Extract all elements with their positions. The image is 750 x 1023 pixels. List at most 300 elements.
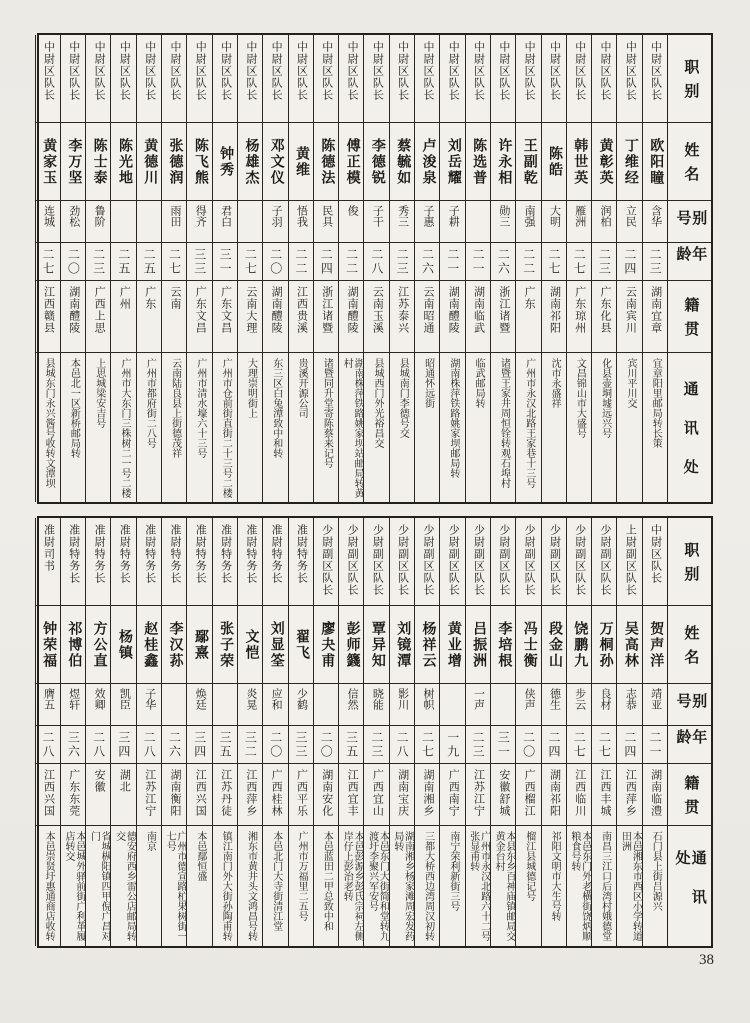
person-column [161, 518, 186, 946]
person-alias [314, 684, 338, 726]
person-alias: 少鹤 [289, 684, 313, 726]
person-rank: 中尉区队长 [187, 35, 211, 123]
person-column [60, 518, 85, 946]
header-column [667, 35, 711, 502]
person-name: 李德锐 [364, 123, 388, 201]
person-origin: 江西宜丰 [339, 764, 363, 826]
header-name-label: 姓名 [682, 625, 699, 673]
person-column [110, 35, 135, 502]
person-rank: 少尉副区队长 [466, 518, 490, 606]
person-origin: 湖南衡阳 [162, 764, 186, 826]
person-alias: 德生 [542, 684, 566, 726]
person-rank: 中尉区队长 [238, 35, 262, 123]
person-origin: 湖北 [111, 764, 135, 826]
person-address: 祁阳文明市大生号转 [549, 831, 561, 921]
person-rank: 中尉区队长 [111, 35, 135, 123]
person-age: 二七 [238, 243, 262, 281]
person-column [439, 518, 464, 946]
person-address: 广州市清水壕六十三号 [194, 358, 206, 458]
person-name: 贺声洋 [643, 606, 667, 684]
person-name: 万桐孙 [592, 606, 616, 684]
header-alias-label: 别号 [674, 693, 707, 717]
person-column [313, 518, 338, 946]
person-origin: 广东东莞 [61, 764, 85, 826]
person-rank: 少尉副区队长 [491, 518, 515, 606]
person-address: 湖南湘乡杨家滩周宏发药局转 [391, 831, 414, 941]
person-column [262, 518, 287, 946]
person-origin: 广东 [516, 281, 540, 353]
person-address: 上思城梁安吉号 [93, 358, 105, 428]
person-column [642, 518, 667, 946]
person-name: 杨镇 [111, 606, 135, 684]
person-name: 韩世英 [567, 123, 591, 201]
person-origin: 湖南临澧 [643, 764, 667, 826]
person-rank: 少尉副区队长 [542, 518, 566, 606]
person-rank: 少尉副区队长 [516, 518, 540, 606]
header-name [668, 606, 711, 684]
person-address: 镇江南门外大街孙陶甫转 [220, 831, 232, 941]
person-age: 二三 [592, 243, 616, 281]
person-column [363, 518, 388, 946]
person-name: 陈光地 [111, 123, 135, 201]
person-name: 刘镜潭 [390, 606, 414, 684]
person-address: 贵溪开源公司 [296, 358, 308, 418]
person-address: 本邑城外驿前街广利革履店转交 [63, 831, 85, 941]
person-column [35, 35, 60, 502]
person-address: 本县东乡百神庙镇邮局交黄金台村 [493, 831, 515, 941]
person-column [642, 35, 667, 502]
person-name: 饶鹏九 [567, 606, 591, 684]
person-age: 二二 [289, 243, 313, 281]
person-alias [162, 684, 186, 726]
person-address: 县城西门外光裕昌交 [371, 358, 383, 448]
person-name: 段金山 [542, 606, 566, 684]
person-name: 文恺 [238, 606, 262, 684]
person-alias [440, 684, 464, 726]
person-alias: 侠声 [516, 684, 540, 726]
person-age: 二一 [643, 726, 667, 764]
person-alias: 大明 [542, 201, 566, 243]
person-name: 杨雄杰 [238, 123, 262, 201]
header-rank [668, 518, 711, 606]
person-age: 二八 [364, 243, 388, 281]
person-rank: 中尉区队长 [466, 35, 490, 123]
person-origin: 江苏丹徒 [213, 764, 237, 826]
person-name: 李培根 [491, 606, 515, 684]
person-origin: 广州 [111, 281, 135, 353]
person-age: 二二 [339, 243, 363, 281]
person-address: 宾川平川交 [624, 358, 636, 408]
person-rank: 中尉区队长 [491, 35, 515, 123]
person-alias: 子华 [137, 684, 161, 726]
person-alias: 影川 [390, 684, 414, 726]
page-number: 38 [699, 952, 714, 968]
person-alias: 炎晃 [238, 684, 262, 726]
person-origin: 江苏江宁 [466, 764, 490, 826]
person-name: 张子荣 [213, 606, 237, 684]
person-address: 湖南株萍铁路姚家坝邮局转 [447, 358, 459, 478]
person-age: 二〇 [314, 726, 338, 764]
person-origin: 江西兴国 [36, 764, 60, 826]
person-name: 王副乾 [516, 123, 540, 201]
person-origin: 浙江诸暨 [491, 281, 515, 353]
person-address: 三都大桥西边湾周汉初转 [422, 831, 434, 941]
person-name: 赵桂鑫 [137, 606, 161, 684]
person-name: 张德润 [162, 123, 186, 201]
person-column [541, 35, 566, 502]
person-alias: 鲁阶 [86, 201, 110, 243]
person-alias: 一声 [466, 684, 490, 726]
header-age-label: 年龄 [674, 246, 707, 264]
person-address: 本邑湘东市西区小学转道田洲 [619, 831, 642, 941]
person-rank: 准尉特务长 [213, 518, 237, 606]
person-alias: 膺五 [36, 684, 60, 726]
person-name: 钟秀 [213, 123, 237, 201]
person-column [85, 518, 110, 946]
person-column [389, 518, 414, 946]
person-alias: 良材 [592, 684, 616, 726]
person-origin: 湖南醴陵 [440, 281, 464, 353]
person-alias: 雨田 [162, 201, 186, 243]
person-alias: 树帜 [415, 684, 439, 726]
person-age: 二三 [364, 726, 388, 764]
person-column [212, 518, 237, 946]
person-age: 二一 [440, 243, 464, 281]
person-alias: 信然 [339, 684, 363, 726]
person-origin: 安徽 [86, 764, 110, 826]
person-origin: 广东化县 [592, 281, 616, 353]
person-column [237, 35, 262, 502]
person-name: 方公直 [86, 606, 110, 684]
person-address: 本邑北门大寺街清江堂 [270, 831, 282, 931]
person-alias: 秀三 [390, 201, 414, 243]
person-address: 临武邮局转 [473, 358, 485, 408]
header-alias [668, 684, 711, 726]
person-alias: 民具 [314, 201, 338, 243]
header-name [668, 123, 711, 201]
person-rank: 准尉特务长 [289, 518, 313, 606]
person-origin: 湖南安化 [314, 764, 338, 826]
person-column [313, 35, 338, 502]
person-alias: 含华 [643, 201, 667, 243]
person-address: 县城东门永兴酱号收转文潭坝 [43, 358, 55, 488]
person-name: 黄业增 [440, 606, 464, 684]
person-name: 祁博伯 [61, 606, 85, 684]
person-rank: 中尉区队长 [643, 35, 667, 123]
person-age: 三五 [339, 726, 363, 764]
header-address-label: 通讯处 [681, 381, 698, 498]
person-rank: 中尉区队长 [314, 35, 338, 123]
person-origin: 云南宾川 [617, 281, 641, 353]
person-name: 许永相 [491, 123, 515, 201]
person-age: 三五 [213, 726, 237, 764]
person-origin: 湖南祁阳 [542, 764, 566, 826]
person-address: 文昌锦山市大盛号 [574, 358, 586, 438]
person-age: 二〇 [263, 243, 287, 281]
person-origin: 广东琼州 [567, 281, 591, 353]
person-column [465, 518, 490, 946]
person-age: 二三 [86, 243, 110, 281]
person-address: 本邑东门大街简和堂转九渡圩李聚兴军安号 [366, 831, 389, 941]
person-address: 南宁荣利新街三号 [447, 831, 459, 911]
person-address: 广州市万福里二五号 [296, 831, 308, 921]
person-age: 三二 [238, 726, 262, 764]
person-age: 二五 [111, 243, 135, 281]
person-address: 本邑鄢恒盛 [194, 831, 206, 881]
person-rank: 中尉区队长 [137, 35, 161, 123]
person-column [515, 518, 540, 946]
person-age: 二四 [617, 726, 641, 764]
person-alias: 南强 [516, 201, 540, 243]
person-address: 广州市仓前街直街二十三号二楼 [220, 358, 232, 498]
header-address [668, 353, 711, 502]
person-age: 二八 [137, 726, 161, 764]
header-alias-label: 别号 [674, 210, 707, 234]
person-address: 化县壶垌墟远兴号 [599, 358, 611, 438]
person-rank: 中尉区队长 [415, 35, 439, 123]
person-address: 云南陆良县上街德茂祥 [169, 358, 181, 458]
person-rank: 准尉特务长 [86, 518, 110, 606]
person-age: 三一 [491, 726, 515, 764]
person-age: 二七 [567, 726, 591, 764]
person-address: 本邑北一区新桥邮局转 [68, 358, 80, 458]
header-origin-label: 籍贯 [682, 775, 699, 823]
person-name: 彭师籛 [339, 606, 363, 684]
person-alias: 煜轩 [61, 684, 85, 726]
person-alias: 子惠 [415, 201, 439, 243]
person-name: 廖夬甫 [314, 606, 338, 684]
person-name: 陈飞熊 [187, 123, 211, 201]
person-address: 榴江县城德记号 [523, 831, 535, 901]
person-origin: 湖南湘乡 [415, 764, 439, 826]
person-rank: 中尉区队长 [213, 35, 237, 123]
person-address: 昭通怀远街 [422, 358, 434, 408]
person-alias: 子羽 [263, 201, 287, 243]
person-origin: 浙江诸暨 [314, 281, 338, 353]
header-column [667, 518, 711, 946]
person-rank: 中尉区队长 [339, 35, 363, 123]
person-age: 二七 [542, 243, 566, 281]
person-name: 欧阳瞳 [643, 123, 667, 201]
person-rank: 中尉区队长 [440, 35, 464, 123]
person-address: 本邑彭源乡彭氏宗祠左侧岸仔上彭治老转 [341, 831, 364, 941]
person-origin: 湖南醴陵 [61, 281, 85, 353]
person-rank: 准尉特务长 [111, 518, 135, 606]
person-origin: 江西赣县 [36, 281, 60, 353]
person-age: 三三 [187, 243, 211, 281]
header-rank-label: 职别 [682, 542, 699, 590]
header-age [668, 726, 711, 764]
person-origin: 湖南祁阳 [542, 281, 566, 353]
person-origin: 广西平乐 [289, 764, 313, 826]
person-name: 黄德川 [137, 123, 161, 201]
person-origin: 广西上思 [86, 281, 110, 353]
person-rank: 中尉区队长 [86, 35, 110, 123]
person-name: 卢浚泉 [415, 123, 439, 201]
person-rank: 少尉副区队长 [440, 518, 464, 606]
person-age: 二二 [516, 243, 540, 281]
person-age: 二〇 [263, 726, 287, 764]
person-rank: 中尉区队长 [289, 35, 313, 123]
person-name: 刘岳耀 [440, 123, 464, 201]
person-age: 三六 [61, 726, 85, 764]
person-origin: 云南 [162, 281, 186, 353]
person-origin: 安徽舒城 [491, 764, 515, 826]
person-origin: 广东 [137, 281, 161, 353]
person-alias: 志恭 [617, 684, 641, 726]
person-age: 二五 [137, 243, 161, 281]
person-origin: 广西榴江 [516, 764, 540, 826]
person-address: 广州市德宣路杧果树街一七号 [164, 831, 186, 941]
person-age: 二六 [162, 726, 186, 764]
person-alias: 立民 [617, 201, 641, 243]
person-column [35, 518, 60, 946]
person-rank: 中尉区队长 [36, 35, 60, 123]
person-address: 石门县上街吕源兴 [650, 831, 662, 911]
person-address: 诸暨王家井周恒铨转观石埠村 [498, 358, 510, 488]
person-origin: 江西兴国 [187, 764, 211, 826]
person-alias: 雁洲 [567, 201, 591, 243]
person-rank: 准尉特务长 [263, 518, 287, 606]
person-name: 李万坚 [61, 123, 85, 201]
person-name: 覃异知 [364, 606, 388, 684]
person-alias: 勋三 [491, 201, 515, 243]
person-address: 本邑蓝田二甲总致中和 [321, 831, 333, 931]
person-origin: 江西临川 [567, 764, 591, 826]
person-origin: 云南玉溪 [364, 281, 388, 353]
person-alias: 步云 [567, 684, 591, 726]
person-age: 二八 [390, 726, 414, 764]
person-alias [491, 684, 515, 726]
person-name: 鄢熹 [187, 606, 211, 684]
person-alias [213, 684, 237, 726]
person-alias [137, 201, 161, 243]
person-column [591, 35, 616, 502]
person-column [389, 35, 414, 502]
roster-table-top [37, 33, 713, 504]
person-alias: 效卿 [86, 684, 110, 726]
person-name: 陈选普 [466, 123, 490, 201]
person-rank: 中尉区队长 [263, 35, 287, 123]
person-column [414, 35, 439, 502]
person-age: 三四 [187, 726, 211, 764]
person-origin: 广东文昌 [213, 281, 237, 353]
person-column [85, 35, 110, 502]
person-column [262, 35, 287, 502]
person-column [186, 518, 211, 946]
person-rank: 中尉区队长 [162, 35, 186, 123]
person-alias: 悟我 [289, 201, 313, 243]
person-name: 丁维经 [617, 123, 641, 201]
person-origin: 广西宜山 [364, 764, 388, 826]
person-name: 陈士泰 [86, 123, 110, 201]
person-alias: 晓能 [364, 684, 388, 726]
person-origin: 江苏泰兴 [390, 281, 414, 353]
person-name: 黄家玉 [36, 123, 60, 201]
header-age-label: 年龄 [674, 729, 707, 747]
person-column [541, 518, 566, 946]
person-address: 东三区白兔潭致中和转 [270, 358, 282, 458]
person-origin: 湖南醴陵 [263, 281, 287, 353]
person-rank: 中尉区队长 [542, 35, 566, 123]
person-address: 沈市永盛祥 [549, 358, 561, 408]
person-address: 本邑东门外老横街饶炳顺粮食号转 [568, 831, 591, 941]
person-rank: 准尉特务长 [137, 518, 161, 606]
person-rank: 中尉区队长 [61, 35, 85, 123]
person-rank: 少尉副区队长 [592, 518, 616, 606]
person-column [338, 518, 363, 946]
person-address: 广州市都府街二八号 [144, 358, 156, 448]
person-origin: 江西丰城 [592, 764, 616, 826]
person-alias: 焕廷 [187, 684, 211, 726]
person-age: 二一 [466, 243, 490, 281]
person-age: 三一 [213, 243, 237, 281]
person-rank: 中尉区队长 [364, 35, 388, 123]
person-age: 二七 [415, 726, 439, 764]
person-rank: 中尉区队长 [567, 35, 591, 123]
person-origin: 江西萍乡 [617, 764, 641, 826]
person-address: 德安府西乡雷公店邮局转交 [113, 831, 136, 941]
person-column [616, 518, 641, 946]
person-age: 二四 [542, 726, 566, 764]
person-rank: 中尉区队长 [390, 35, 414, 123]
person-rank: 少尉副区队长 [415, 518, 439, 606]
person-column [186, 35, 211, 502]
person-column [136, 35, 161, 502]
person-address: 南昌三江口后湾村娥德堂 [599, 831, 611, 941]
roster-tables [37, 33, 713, 948]
person-column [414, 518, 439, 946]
person-rank: 少尉副区队长 [364, 518, 388, 606]
person-alias [111, 201, 135, 243]
header-name-label: 姓名 [682, 142, 699, 190]
person-origin: 广西南宁 [440, 764, 464, 826]
person-column [363, 35, 388, 502]
person-origin: 江西贵溪 [289, 281, 313, 353]
person-age: 二〇 [61, 243, 85, 281]
person-name: 冯士衡 [516, 606, 540, 684]
person-alias [238, 201, 262, 243]
header-origin [668, 764, 711, 826]
person-age: 二四 [617, 243, 641, 281]
person-rank: 中尉区队长 [592, 35, 616, 123]
person-column [288, 518, 313, 946]
person-rank: 少尉副区队长 [314, 518, 338, 606]
person-origin: 湖南临武 [466, 281, 490, 353]
person-alias: 劲松 [61, 201, 85, 243]
person-alias: 凯臣 [111, 684, 135, 726]
person-name: 陈皓 [542, 123, 566, 201]
person-address: 广州市大东门三株树二一号二楼 [119, 358, 131, 498]
person-name: 钟荣福 [36, 606, 60, 684]
person-rank: 中尉区队长 [617, 35, 641, 123]
person-name: 陈德法 [314, 123, 338, 201]
person-age: 三四 [111, 726, 135, 764]
person-age: 二七 [592, 726, 616, 764]
header-address [668, 826, 711, 946]
person-origin: 江苏江宁 [137, 764, 161, 826]
person-age: 二七 [36, 243, 60, 281]
person-column [490, 518, 515, 946]
header-age [668, 243, 711, 281]
person-age: 二七 [162, 243, 186, 281]
header-address-label: 通讯处 [673, 850, 706, 928]
person-rank: 准尉司书 [36, 518, 60, 606]
person-age: 二六 [491, 243, 515, 281]
person-age: 一九 [440, 726, 464, 764]
person-age: 三三 [289, 726, 313, 764]
person-column [136, 518, 161, 946]
